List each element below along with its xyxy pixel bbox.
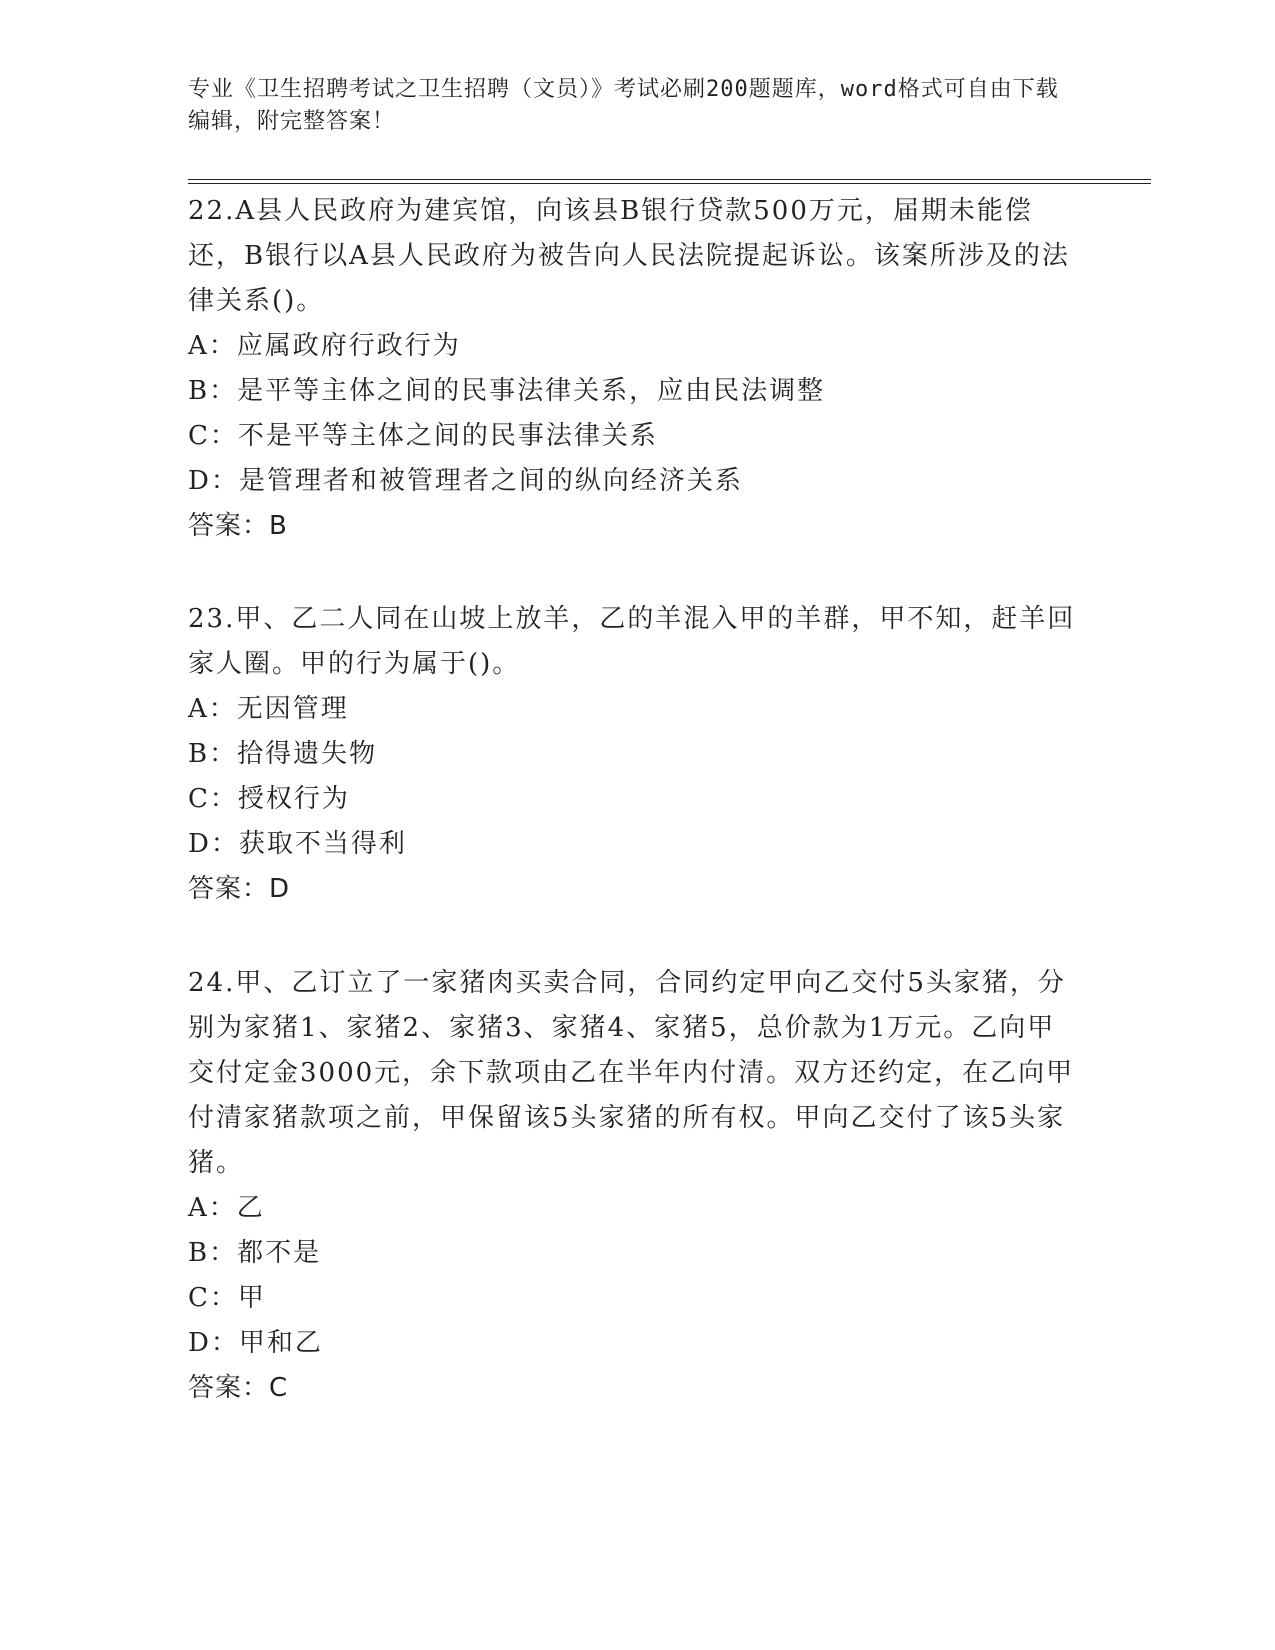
- answer-line: 答案：C: [188, 1373, 289, 1403]
- option-b: B：是平等主体之间的民事法律关系，应由民法调整: [188, 376, 826, 406]
- option-d: D：是管理者和被管理者之间的纵向经济关系: [188, 466, 743, 496]
- option-a: A：应属政府行政行为: [188, 331, 461, 361]
- answer-line: 答案：D: [188, 874, 291, 904]
- option-d: D：获取不当得利: [188, 829, 407, 859]
- option-a: A：乙: [188, 1193, 265, 1223]
- option-b: B：拾得遗失物: [188, 739, 378, 769]
- option-c: C：不是平等主体之间的民事法律关系: [188, 421, 658, 451]
- option-b: B：都不是: [188, 1238, 322, 1268]
- question-22: [188, 189, 1078, 549]
- question-23: [188, 597, 1078, 912]
- header-divider-bottom: [188, 183, 1151, 184]
- option-c: C：甲: [188, 1283, 266, 1313]
- answer-line: 答案：B: [188, 511, 288, 541]
- question-stem: 22.A县人民政府为建宾馆，向该县B银行贷款500万元，届期未能偿还，B银行以A县人民政府为被告向人民法院提起诉讼。该案所涉及的法律关系()。: [188, 196, 1070, 316]
- header-divider-top: [188, 179, 1151, 180]
- option-d: D：甲和乙: [188, 1328, 323, 1358]
- document-header: 专业《卫生招聘考试之卫生招聘（文员）》考试必刷200题题库，word格式可自由下载编辑，附完整答案！: [188, 77, 1059, 134]
- option-c: C：授权行为: [188, 784, 350, 814]
- question-stem: 24.甲、乙订立了一家猪肉买卖合同，合同约定甲向乙交付5头家猪，分别为家猪1、家猪2、家猪3、家猪4、家猪5，总价款为1万元。乙向甲交付定金3000元，余下款项由乙在半年内付清。双方还约定，在乙向甲付清家猪款项之前，甲保留该5头家猪的所有权。甲向乙交付了该5头家猪。: [188, 968, 1075, 1178]
- question-24: [188, 961, 1078, 1411]
- option-a: A：无因管理: [188, 694, 349, 724]
- question-stem: 23.甲、乙二人同在山坡上放羊，乙的羊混入甲的羊群，甲不知，赶羊回家人圈。甲的行为属于()。: [188, 604, 1076, 679]
